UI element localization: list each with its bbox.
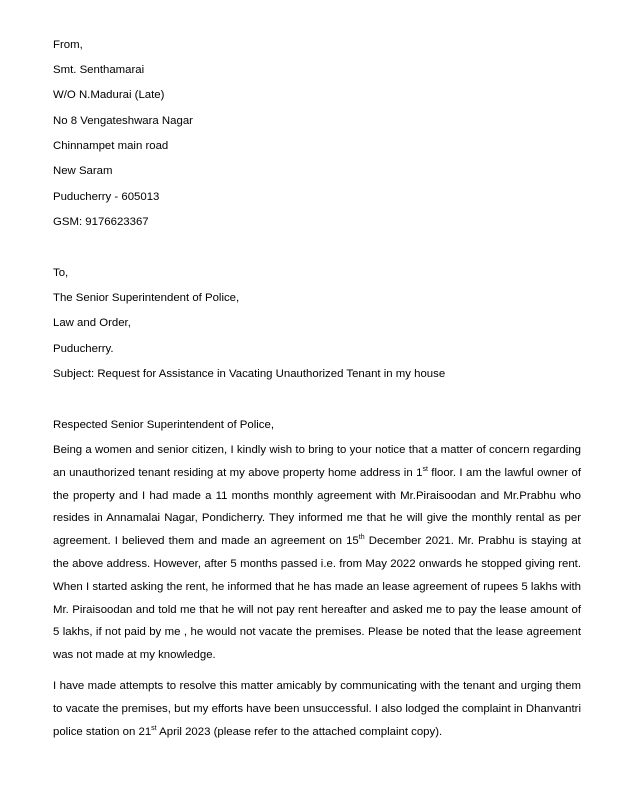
to-label: To, xyxy=(53,267,69,279)
subject-line: Subject: Request for Assistance in Vacating Unauthorized Tenant in my house xyxy=(53,368,446,380)
sender-name: Smt. Senthamarai xyxy=(53,64,145,76)
recipient-department: Law and Order, xyxy=(53,317,131,329)
ordinal-suffix: th xyxy=(358,534,365,542)
from-label: From, xyxy=(53,39,83,51)
sender-relation: W/O N.Madurai (Late) xyxy=(53,89,165,101)
body-paragraph-2-part-a: I have made attempts to resolve this matter amicably by communicating with the tenant and urging them to vacate the premises, but my efforts have been unsuccessful. I also lodged the complaint in Dhanvantri police station on 21 xyxy=(53,680,581,738)
recipient-city: Puducherry. xyxy=(53,343,114,355)
recipient-designation: The Senior Superintendent of Police, xyxy=(53,292,240,304)
body-paragraph-2 xyxy=(53,675,581,743)
ordinal-suffix: st xyxy=(422,466,428,473)
body-paragraph-1 xyxy=(53,439,581,667)
sender-phone: GSM: 9176623367 xyxy=(53,216,149,228)
salutation: Respected Senior Superintendent of Police, xyxy=(53,419,274,431)
body-paragraph-1-part-c: December 2021. Mr. Prabhu is staying at the above address. However, after 5 months passed i.e. from May 2022 onwards he stopped giving rent. When I started asking the rent, he informed that he has made an lease agreement of rupees 5 lakhs with Mr. Piraisoodan and told me that he will not pay rent hereafter and asked me to pay the lease amount of 5 lakhs, if not paid by me , he would not vacate the premises. Please be noted that the lease agreement was not made at my knowledge. xyxy=(53,535,581,662)
sender-city: Puducherry - 605013 xyxy=(53,191,160,203)
sender-address-line-1: No 8 Vengateshwara Nagar xyxy=(53,115,193,127)
body-paragraph-2-part-b: April 2023 (please refer to the attached complaint copy). xyxy=(156,725,443,738)
body-paragraph-1-part-a: Being a women and senior citizen, I kindly wish to bring to your notice that a matter of concern regarding an unauthorized tenant residing at my above property home address in 1 xyxy=(53,444,581,479)
ordinal-suffix: st xyxy=(151,724,157,732)
sender-address-line-3: New Saram xyxy=(53,165,113,177)
body-paragraph-1-part-b: floor. I am the lawful owner of the property and I had made a 11 months monthly agreement with Mr.Piraisoodan and Mr.Prabhu who resides in Annamalai Nagar, Pondicherry. They informed me that he will give the monthly rental as per agreement. I believed them and made an agreement on 15 xyxy=(53,466,581,548)
sender-address-line-2: Chinnampet main road xyxy=(53,140,169,152)
